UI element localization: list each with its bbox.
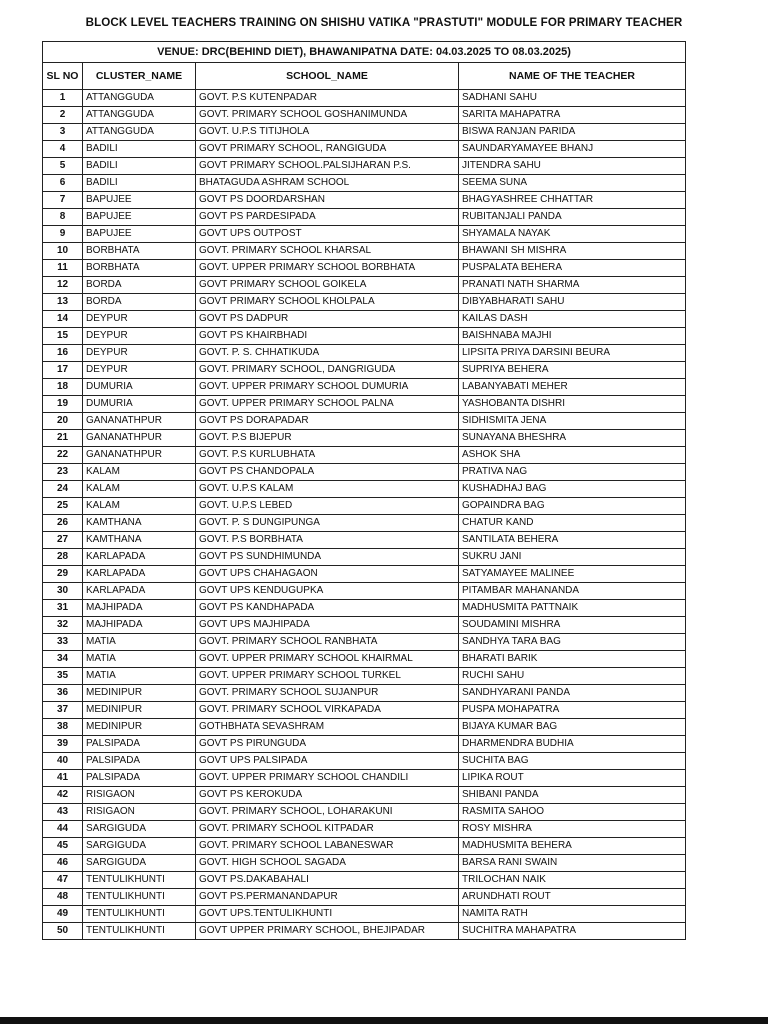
cluster-name-cell: MEDINIPUR [83, 702, 196, 719]
sl-no-cell: 38 [43, 719, 83, 736]
table-row [43, 226, 686, 243]
cluster-name-cell: RISIGAON [83, 787, 196, 804]
teacher-name-cell: KUSHADHAJ BAG [459, 481, 686, 498]
cluster-name-cell: BAPUJEE [83, 192, 196, 209]
school-name-cell: GOVT. UPPER PRIMARY SCHOOL KHAIRMAL [196, 651, 459, 668]
cluster-name-cell: SARGIGUDA [83, 855, 196, 872]
table-row [43, 124, 686, 141]
school-name-cell: GOVT. P.S BIJEPUR [196, 430, 459, 447]
table-row [43, 532, 686, 549]
teacher-name-cell: ASHOK SHA [459, 447, 686, 464]
cluster-name-cell: TENTULIKHUNTI [83, 923, 196, 940]
table-row [43, 702, 686, 719]
teacher-name-cell: LABANYABATI MEHER [459, 379, 686, 396]
sl-no-cell: 28 [43, 549, 83, 566]
cluster-name-cell: KARLAPADA [83, 566, 196, 583]
cluster-name-cell: DEYPUR [83, 328, 196, 345]
teacher-name-cell: SHIBANI PANDA [459, 787, 686, 804]
sl-no-cell: 36 [43, 685, 83, 702]
table-row [43, 889, 686, 906]
school-name-cell: GOVT. HIGH SCHOOL SAGADA [196, 855, 459, 872]
table-row [43, 600, 686, 617]
sl-no-cell: 42 [43, 787, 83, 804]
school-name-cell: GOVT PRIMARY SCHOOL GOIKELA [196, 277, 459, 294]
teacher-name-cell: YASHOBANTA DISHRI [459, 396, 686, 413]
sl-no-cell: 23 [43, 464, 83, 481]
school-name-cell: GOVT. P.S KURLUBHATA [196, 447, 459, 464]
table-row [43, 447, 686, 464]
sl-no-cell: 27 [43, 532, 83, 549]
sl-no-cell: 18 [43, 379, 83, 396]
sl-no-cell: 3 [43, 124, 83, 141]
sl-no-cell: 35 [43, 668, 83, 685]
school-name-cell: GOVT UPS OUTPOST [196, 226, 459, 243]
header-school-name: SCHOOL_NAME [196, 63, 459, 90]
teacher-name-cell: SARITA MAHAPATRA [459, 107, 686, 124]
teacher-name-cell: DIBYABHARATI SAHU [459, 294, 686, 311]
teacher-name-cell: SUPRIYA BEHERA [459, 362, 686, 379]
cluster-name-cell: KAMTHANA [83, 515, 196, 532]
teacher-name-cell: LIPSITA PRIYA DARSINI BEURA [459, 345, 686, 362]
teacher-name-cell: SANDHYARANI PANDA [459, 685, 686, 702]
sl-no-cell: 44 [43, 821, 83, 838]
table-row [43, 362, 686, 379]
table-row [43, 583, 686, 600]
document-title: BLOCK LEVEL TEACHERS TRAINING ON SHISHU VATIKA "PRASTUTI" MODULE FOR PRIMARY TEACHER [85, 16, 683, 29]
school-name-cell: GOVT PS.PERMANANDAPUR [196, 889, 459, 906]
teacher-roster-table [42, 41, 686, 940]
sl-no-cell: 6 [43, 175, 83, 192]
teacher-name-cell: RUCHI SAHU [459, 668, 686, 685]
table-row [43, 498, 686, 515]
cluster-name-cell: BADILI [83, 141, 196, 158]
sl-no-cell: 14 [43, 311, 83, 328]
cluster-name-cell: MATIA [83, 668, 196, 685]
table-row [43, 277, 686, 294]
teacher-name-cell: SOUDAMINI MISHRA [459, 617, 686, 634]
school-name-cell: GOVT. PRIMARY SCHOOL GOSHANIMUNDA [196, 107, 459, 124]
teacher-name-cell: MADHUSMITA BEHERA [459, 838, 686, 855]
teacher-name-cell: BARSA RANI SWAIN [459, 855, 686, 872]
cluster-name-cell: BAPUJEE [83, 226, 196, 243]
table-row [43, 838, 686, 855]
table-row [43, 736, 686, 753]
teacher-name-cell: GOPAINDRA BAG [459, 498, 686, 515]
school-name-cell: GOVT UPS MAJHIPADA [196, 617, 459, 634]
school-name-cell: GOVT. PRIMARY SCHOOL, LOHARAKUNI [196, 804, 459, 821]
school-name-cell: GOVT. UPPER PRIMARY SCHOOL TURKEL [196, 668, 459, 685]
header-cluster-name: CLUSTER_NAME [83, 63, 196, 90]
cluster-name-cell: MATIA [83, 651, 196, 668]
teacher-name-cell: SANDHYA TARA BAG [459, 634, 686, 651]
school-name-cell: GOVT. P.S KUTENPADAR [196, 90, 459, 107]
teacher-name-cell: PITAMBAR MAHANANDA [459, 583, 686, 600]
cluster-name-cell: KALAM [83, 464, 196, 481]
table-row [43, 719, 686, 736]
table-row [43, 141, 686, 158]
teacher-name-cell: BISWA RANJAN PARIDA [459, 124, 686, 141]
school-name-cell: GOVT. UPPER PRIMARY SCHOOL PALNA [196, 396, 459, 413]
cluster-name-cell: MEDINIPUR [83, 719, 196, 736]
teacher-name-cell: SAUNDARYAMAYEE BHANJ [459, 141, 686, 158]
teacher-name-cell: JITENDRA SAHU [459, 158, 686, 175]
sl-no-cell: 49 [43, 906, 83, 923]
cluster-name-cell: KALAM [83, 498, 196, 515]
sl-no-cell: 16 [43, 345, 83, 362]
table-row [43, 923, 686, 940]
school-name-cell: GOVT. U.P.S KALAM [196, 481, 459, 498]
cluster-name-cell: BADILI [83, 175, 196, 192]
school-name-cell: GOVT PS KANDHAPADA [196, 600, 459, 617]
cluster-name-cell: MEDINIPUR [83, 685, 196, 702]
sl-no-cell: 5 [43, 158, 83, 175]
cluster-name-cell: GANANATHPUR [83, 413, 196, 430]
sl-no-cell: 10 [43, 243, 83, 260]
teacher-name-cell: SEEMA SUNA [459, 175, 686, 192]
teacher-name-cell: MADHUSMITA PATTNAIK [459, 600, 686, 617]
school-name-cell: GOVT UPPER PRIMARY SCHOOL, BHEJIPADAR [196, 923, 459, 940]
cluster-name-cell: KALAM [83, 481, 196, 498]
school-name-cell: GOVT. PRIMARY SCHOOL VIRKAPADA [196, 702, 459, 719]
table-row [43, 804, 686, 821]
school-name-cell: GOVT PS DOORDARSHAN [196, 192, 459, 209]
sl-no-cell: 33 [43, 634, 83, 651]
table-row [43, 481, 686, 498]
cluster-name-cell: TENTULIKHUNTI [83, 906, 196, 923]
table-row [43, 192, 686, 209]
school-name-cell: GOVT. UPPER PRIMARY SCHOOL CHANDILI [196, 770, 459, 787]
cluster-name-cell: ATTANGGUDA [83, 124, 196, 141]
cluster-name-cell: DUMURIA [83, 396, 196, 413]
sl-no-cell: 48 [43, 889, 83, 906]
sl-no-cell: 19 [43, 396, 83, 413]
cluster-name-cell: BADILI [83, 158, 196, 175]
cluster-name-cell: KAMTHANA [83, 532, 196, 549]
teacher-name-cell: ROSY MISHRA [459, 821, 686, 838]
sl-no-cell: 24 [43, 481, 83, 498]
cluster-name-cell: RISIGAON [83, 804, 196, 821]
school-name-cell: GOVT PRIMARY SCHOOL KHOLPALA [196, 294, 459, 311]
scan-bottom-edge [0, 1017, 768, 1024]
teacher-name-cell: LIPIKA ROUT [459, 770, 686, 787]
sl-no-cell: 21 [43, 430, 83, 447]
teacher-name-cell: SUNAYANA BHESHRA [459, 430, 686, 447]
cluster-name-cell: KARLAPADA [83, 549, 196, 566]
teacher-name-cell: TRILOCHAN NAIK [459, 872, 686, 889]
cluster-name-cell: SARGIGUDA [83, 821, 196, 838]
teacher-name-cell: BHAWANI SH MISHRA [459, 243, 686, 260]
sl-no-cell: 50 [43, 923, 83, 940]
cluster-name-cell: TENTULIKHUNTI [83, 889, 196, 906]
sl-no-cell: 15 [43, 328, 83, 345]
cluster-name-cell: PALSIPADA [83, 770, 196, 787]
roster-body [43, 90, 686, 940]
table-row [43, 617, 686, 634]
cluster-name-cell: ATTANGGUDA [83, 90, 196, 107]
school-name-cell: GOVT UPS CHAHAGAON [196, 566, 459, 583]
table-row [43, 345, 686, 362]
table-row [43, 175, 686, 192]
cluster-name-cell: PALSIPADA [83, 753, 196, 770]
teacher-name-cell: BHAGYASHREE CHHATTAR [459, 192, 686, 209]
school-name-cell: GOVT UPS.TENTULIKHUNTI [196, 906, 459, 923]
teacher-name-cell: BIJAYA KUMAR BAG [459, 719, 686, 736]
table-row [43, 668, 686, 685]
venue-text: VENUE: DRC(BEHIND DIET), BHAWANIPATNA DATE: 04.03.2025 TO 08.03.2025) [43, 42, 686, 63]
sl-no-cell: 9 [43, 226, 83, 243]
school-name-cell: GOVT PS SUNDHIMUNDA [196, 549, 459, 566]
table-row [43, 753, 686, 770]
table-row [43, 396, 686, 413]
cluster-name-cell: ATTANGGUDA [83, 107, 196, 124]
cluster-name-cell: BORBHATA [83, 260, 196, 277]
teacher-name-cell: NAMITA RATH [459, 906, 686, 923]
cluster-name-cell: BORDA [83, 277, 196, 294]
teacher-name-cell: BHARATI BARIK [459, 651, 686, 668]
table-row [43, 906, 686, 923]
teacher-name-cell: KAILAS DASH [459, 311, 686, 328]
school-name-cell: GOVT. U.P.S TITIJHOLA [196, 124, 459, 141]
teacher-name-cell: DHARMENDRA BUDHIA [459, 736, 686, 753]
table-row [43, 685, 686, 702]
sl-no-cell: 39 [43, 736, 83, 753]
cluster-name-cell: KARLAPADA [83, 583, 196, 600]
sl-no-cell: 2 [43, 107, 83, 124]
sl-no-cell: 22 [43, 447, 83, 464]
cluster-name-cell: MATIA [83, 634, 196, 651]
cluster-name-cell: GANANATHPUR [83, 430, 196, 447]
sl-no-cell: 17 [43, 362, 83, 379]
school-name-cell: GOVT. UPPER PRIMARY SCHOOL DUMURIA [196, 379, 459, 396]
cluster-name-cell: DUMURIA [83, 379, 196, 396]
table-row [43, 328, 686, 345]
header-row [43, 63, 686, 90]
cluster-name-cell: PALSIPADA [83, 736, 196, 753]
cluster-name-cell: SARGIGUDA [83, 838, 196, 855]
cluster-name-cell: TENTULIKHUNTI [83, 872, 196, 889]
teacher-name-cell: RASMITA SAHOO [459, 804, 686, 821]
header-sl-no: SL NO [43, 63, 83, 90]
teacher-name-cell: BAISHNABA MAJHI [459, 328, 686, 345]
school-name-cell: GOVT PRIMARY SCHOOL.PALSIJHARAN P.S. [196, 158, 459, 175]
teacher-name-cell: PUSPALATA BEHERA [459, 260, 686, 277]
table-row [43, 430, 686, 447]
school-name-cell: GOVT. P.S BORBHATA [196, 532, 459, 549]
sl-no-cell: 8 [43, 209, 83, 226]
school-name-cell: GOVT. PRIMARY SCHOOL, DANGRIGUDA [196, 362, 459, 379]
school-name-cell: GOVT PS KEROKUDA [196, 787, 459, 804]
table-row [43, 311, 686, 328]
sl-no-cell: 41 [43, 770, 83, 787]
table-row [43, 379, 686, 396]
sl-no-cell: 32 [43, 617, 83, 634]
teacher-name-cell: PRANATI NATH SHARMA [459, 277, 686, 294]
table-row [43, 549, 686, 566]
sl-no-cell: 12 [43, 277, 83, 294]
sl-no-cell: 4 [43, 141, 83, 158]
teacher-name-cell: PUSPA MOHAPATRA [459, 702, 686, 719]
table-row [43, 107, 686, 124]
school-name-cell: GOVT UPS PALSIPADA [196, 753, 459, 770]
school-name-cell: GOVT PS PIRUNGUDA [196, 736, 459, 753]
sl-no-cell: 7 [43, 192, 83, 209]
table-row [43, 566, 686, 583]
teacher-name-cell: SATYAMAYEE MALINEE [459, 566, 686, 583]
school-name-cell: BHATAGUDA ASHRAM SCHOOL [196, 175, 459, 192]
table-row [43, 821, 686, 838]
school-name-cell: GOVT. U.P.S LEBED [196, 498, 459, 515]
sl-no-cell: 45 [43, 838, 83, 855]
teacher-name-cell: SUCHITA BAG [459, 753, 686, 770]
school-name-cell: GOVT. P. S. CHHATIKUDA [196, 345, 459, 362]
school-name-cell: GOVT PS PARDESIPADA [196, 209, 459, 226]
cluster-name-cell: DEYPUR [83, 345, 196, 362]
sl-no-cell: 11 [43, 260, 83, 277]
sl-no-cell: 25 [43, 498, 83, 515]
school-name-cell: GOVT. PRIMARY SCHOOL RANBHATA [196, 634, 459, 651]
school-name-cell: GOVT PS KHAIRBHADI [196, 328, 459, 345]
sl-no-cell: 40 [43, 753, 83, 770]
cluster-name-cell: DEYPUR [83, 311, 196, 328]
cluster-name-cell: BORDA [83, 294, 196, 311]
teacher-name-cell: SUCHITRA MAHAPATRA [459, 923, 686, 940]
table-row [43, 90, 686, 107]
school-name-cell: GOTHBHATA SEVASHRAM [196, 719, 459, 736]
school-name-cell: GOVT PRIMARY SCHOOL, RANGIGUDA [196, 141, 459, 158]
teacher-name-cell: ARUNDHATI ROUT [459, 889, 686, 906]
sl-no-cell: 30 [43, 583, 83, 600]
cluster-name-cell: MAJHIPADA [83, 617, 196, 634]
teacher-name-cell: CHATUR KAND [459, 515, 686, 532]
teacher-name-cell: PRATIVA NAG [459, 464, 686, 481]
table-row [43, 855, 686, 872]
school-name-cell: GOVT. P. S DUNGIPUNGA [196, 515, 459, 532]
school-name-cell: GOVT. PRIMARY SCHOOL KITPADAR [196, 821, 459, 838]
sl-no-cell: 20 [43, 413, 83, 430]
teacher-name-cell: SUKRU JANI [459, 549, 686, 566]
teacher-name-cell: SADHANI SAHU [459, 90, 686, 107]
teacher-name-cell: RUBITANJALI PANDA [459, 209, 686, 226]
school-name-cell: GOVT PS.DAKABAHALI [196, 872, 459, 889]
sl-no-cell: 13 [43, 294, 83, 311]
cluster-name-cell: DEYPUR [83, 362, 196, 379]
table-row [43, 294, 686, 311]
sl-no-cell: 34 [43, 651, 83, 668]
table-row [43, 515, 686, 532]
teacher-name-cell: SIDHISMITA JENA [459, 413, 686, 430]
school-name-cell: GOVT. PRIMARY SCHOOL SUJANPUR [196, 685, 459, 702]
teacher-name-cell: SANTILATA BEHERA [459, 532, 686, 549]
table-row [43, 787, 686, 804]
table-row [43, 158, 686, 175]
header-teacher-name: NAME OF THE TEACHER [459, 63, 686, 90]
table-row [43, 634, 686, 651]
school-name-cell: GOVT PS DORAPADAR [196, 413, 459, 430]
cluster-name-cell: GANANATHPUR [83, 447, 196, 464]
table-row [43, 770, 686, 787]
sl-no-cell: 29 [43, 566, 83, 583]
school-name-cell: GOVT. PRIMARY SCHOOL LABANESWAR [196, 838, 459, 855]
school-name-cell: GOVT. PRIMARY SCHOOL KHARSAL [196, 243, 459, 260]
school-name-cell: GOVT PS DADPUR [196, 311, 459, 328]
school-name-cell: GOVT UPS KENDUGUPKA [196, 583, 459, 600]
table-row [43, 651, 686, 668]
sl-no-cell: 47 [43, 872, 83, 889]
table-row [43, 243, 686, 260]
school-name-cell: GOVT PS CHANDOPALA [196, 464, 459, 481]
table-row [43, 872, 686, 889]
sl-no-cell: 26 [43, 515, 83, 532]
cluster-name-cell: BAPUJEE [83, 209, 196, 226]
sl-no-cell: 43 [43, 804, 83, 821]
venue-row [43, 42, 686, 63]
sl-no-cell: 31 [43, 600, 83, 617]
sl-no-cell: 37 [43, 702, 83, 719]
table-row [43, 464, 686, 481]
table-row [43, 413, 686, 430]
cluster-name-cell: MAJHIPADA [83, 600, 196, 617]
cluster-name-cell: BORBHATA [83, 243, 196, 260]
school-name-cell: GOVT. UPPER PRIMARY SCHOOL BORBHATA [196, 260, 459, 277]
teacher-name-cell: SHYAMALA NAYAK [459, 226, 686, 243]
table-row [43, 260, 686, 277]
table-row [43, 209, 686, 226]
sl-no-cell: 1 [43, 90, 83, 107]
sl-no-cell: 46 [43, 855, 83, 872]
